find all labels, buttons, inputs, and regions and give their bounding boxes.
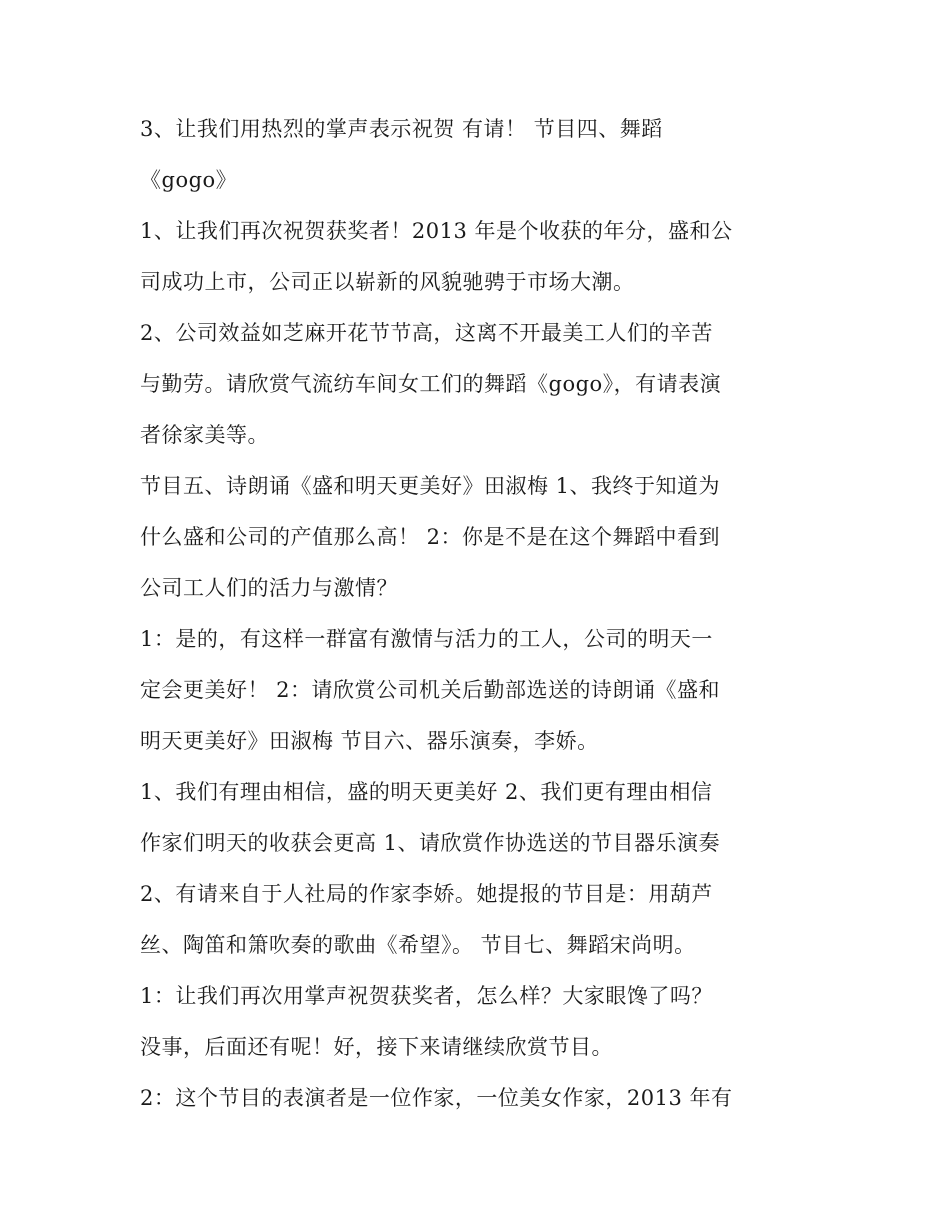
text-line: 1、我们有理由相信，盛的明天更美好 2、我们更有理由相信 xyxy=(140,780,713,804)
text-line: 节目五、诗朗诵《盛和明天更美好》田淑梅 1、我终于知道为 xyxy=(140,474,721,498)
text-line: 2、有请来自于人社局的作家李娇。她提报的节目是：用葫芦 xyxy=(140,882,713,906)
text-line: 定会更美好！ 2：请欣赏公司机关后勤部选送的诗朗诵《盛和 xyxy=(140,678,721,702)
text-line: 与勤劳。请欣赏气流纺车间女工们的舞蹈《gogo》，有请表演 xyxy=(140,372,722,396)
text-line: 1：让我们再次用掌声祝贺获奖者，怎么样？大家眼馋了吗？ xyxy=(140,984,713,1008)
text-line: 《gogo》 xyxy=(140,168,238,192)
document-body xyxy=(140,109,820,1129)
text-line: 2：这个节目的表演者是一位作家，一位美女作家，2013 年有 xyxy=(140,1086,733,1110)
text-line: 3、让我们用热烈的掌声表示祝贺 有请！ 节目四、舞蹈 xyxy=(140,117,663,141)
text-line: 2、公司效益如芝麻开花节节高，这离不开最美工人们的辛苦 xyxy=(140,321,713,345)
text-line: 没事，后面还有呢！好，接下来请继续欣赏节目。 xyxy=(140,1035,613,1059)
text-line: 什么盛和公司的产值那么高！ 2：你是不是在这个舞蹈中看到 xyxy=(140,525,721,549)
text-line: 者徐家美等。 xyxy=(140,423,269,447)
text-line: 作家们明天的收获会更高 1、请欣赏作协选送的节目器乐演奏 xyxy=(140,831,721,855)
text-line: 司成功上市，公司正以崭新的风貌驰骋于市场大潮。 xyxy=(140,270,635,294)
text-line: 1、让我们再次祝贺获奖者！2013 年是个收获的年分，盛和公 xyxy=(140,219,733,243)
text-line: 丝、陶笛和箫吹奏的歌曲《希望》。 节目七、舞蹈宋尚明。 xyxy=(140,933,696,957)
text-line: 明天更美好》田淑梅 节目六、器乐演奏，李娇。 xyxy=(140,729,599,753)
text-line: 1：是的，有这样一群富有激情与活力的工人，公司的明天一 xyxy=(140,627,713,651)
text-line: 公司工人们的活力与激情？ xyxy=(140,576,398,600)
